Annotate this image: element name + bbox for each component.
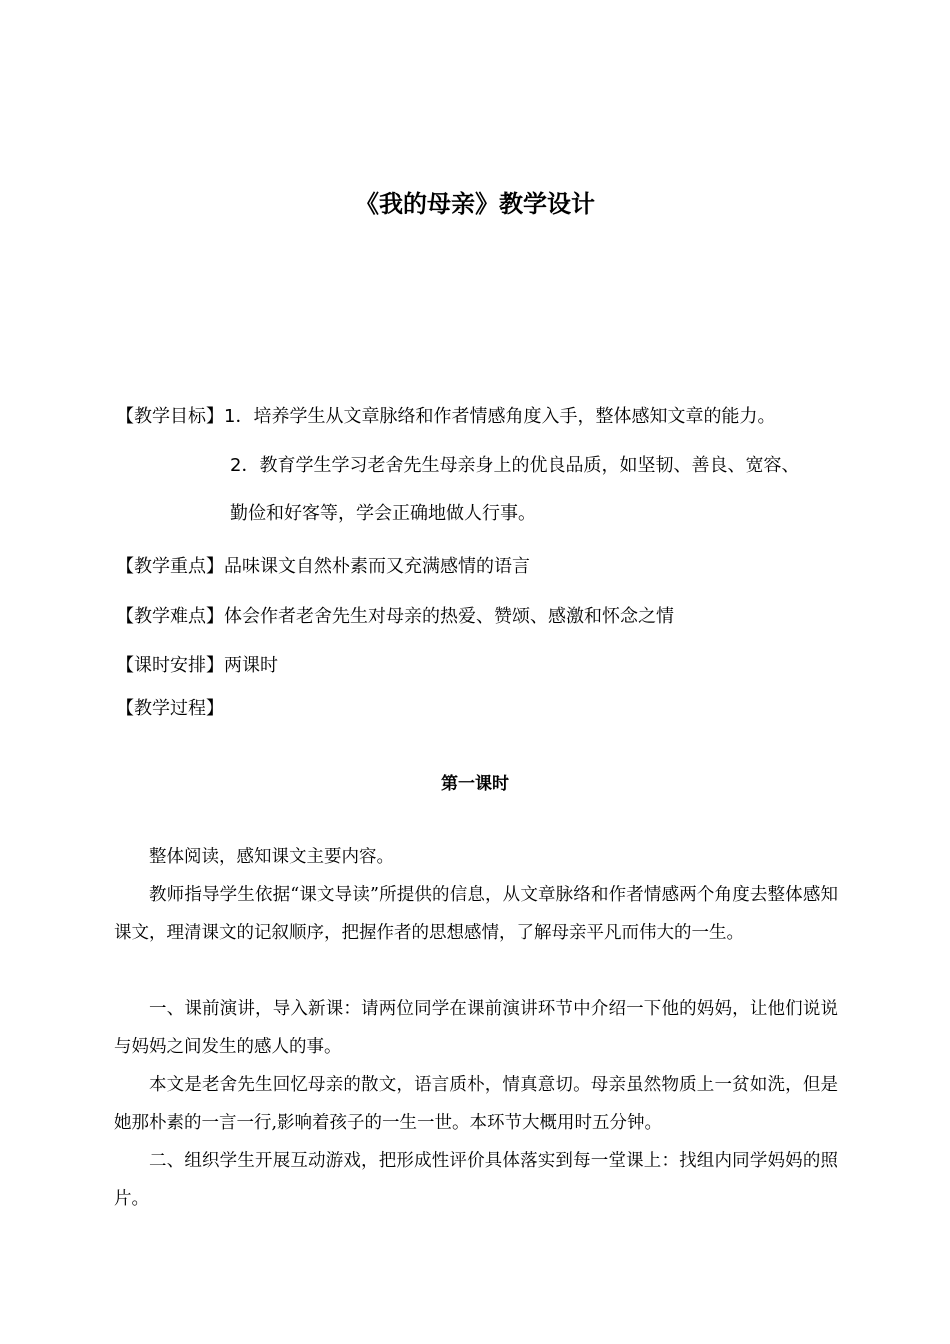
paragraph-4: 本文是老舍先生回忆母亲的散文，语言质朴，情真意切。母亲虽然物质上一贫如洗，但是她那朴素的一言一行,影响着孩子的一生一世。本环节大概用时五分钟。 — [114, 1075, 838, 1133]
paragraph-2: 教师指导学生依据“课文导读”所提供的信息，从文章脉络和作者情感两个角度去整体感知课文，理清课文的记叙顺序，把握作者的思想感情，了解母亲平凡而伟大的一生。 — [114, 885, 838, 943]
difficulty-label: 【教学难点】 — [116, 606, 224, 627]
process-label: 【教学过程】 — [116, 698, 224, 719]
objectives-row — [116, 402, 775, 428]
difficulty-text: 体会作者老舍先生对母亲的热爱、赞颂、感激和怀念之情 — [224, 606, 674, 627]
paragraph-3: 一、课前演讲，导入新课：请两位同学在课前演讲环节中介绍一下他的妈妈，让他们说说与妈妈之间发生的感人的事。 — [114, 999, 838, 1057]
objectives-label: 【教学目标】 — [116, 406, 224, 427]
focus-text: 品味课文自然朴素而又充满感情的语言 — [224, 556, 530, 577]
process-row — [116, 694, 224, 720]
focus-row — [116, 552, 530, 578]
objectives-item-2-line-1: 2．教育学生学习老舍先生母亲身上的优良品质，如坚韧、善良、宽容、 — [230, 455, 800, 476]
lesson-heading: 第一课时 — [441, 774, 509, 794]
document-title: 《我的母亲》教学设计 — [355, 190, 595, 218]
paragraph-5: 二、组织学生开展互动游戏，把形成性评价具体落实到每一堂课上：找组内同学妈妈的照片。 — [114, 1151, 838, 1209]
schedule-text: 两课时 — [224, 655, 278, 676]
schedule-row — [116, 651, 278, 677]
focus-label: 【教学重点】 — [116, 556, 224, 577]
objectives-item-2-line-2: 勤俭和好客等，学会正确地做人行事。 — [230, 503, 536, 524]
paragraph-1: 整体阅读，感知课文主要内容。 — [149, 847, 394, 867]
difficulty-row — [116, 602, 674, 628]
objectives-item-1: 1．培养学生从文章脉络和作者情感角度入手，整体感知文章的能力。 — [224, 406, 776, 427]
schedule-label: 【课时安排】 — [116, 655, 224, 676]
